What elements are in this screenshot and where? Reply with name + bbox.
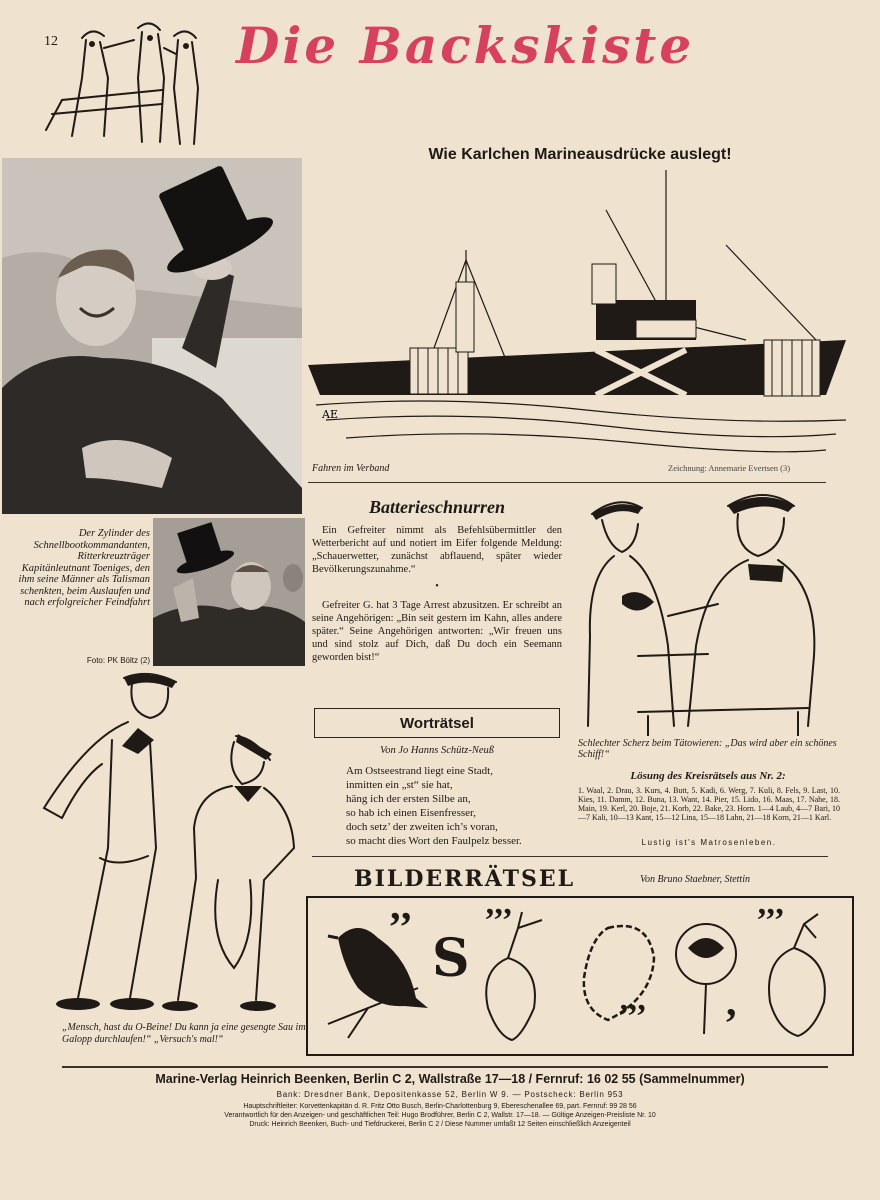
ship-convoy-drawing-icon <box>306 170 854 470</box>
separator-dot: • <box>435 581 439 592</box>
photo-caption: Der Zylinder des Schnellbootkommandanten, Ritterkreuzträger Kapitänleutnant Toeniges, den ihm seine Männer als Talisman schenkten, beim Auslaufen und nach erfolgreicher Feindfahrt <box>18 528 150 608</box>
batterie-paragraph-2: Gefreiter G. hat 3 Tage Arrest abzusitzen. Er schreibt an seine Angehörigen: „Bin seit gestern im Kahn, alles andere später.“ Seine Angehörigen antworten: „Wir freuen uns und sind stolz auf Dich, daß Du doch ein Seemann geworden bist!“ <box>312 600 562 663</box>
headline: Wie Karlchen Marineausdrücke auslegt! <box>428 146 732 163</box>
wortraetsel-author: Von Jo Hanns Schütz-Neuß <box>379 745 495 756</box>
footer-rule <box>62 1066 828 1068</box>
poem-line: Am Ostseestrand liegt eine Stadt, <box>346 765 493 777</box>
poem-line: so macht dies Wort den Faulpelz besser. <box>346 835 522 847</box>
wortraetsel-title: Worträtsel <box>314 708 560 738</box>
poem-line: inmitten ein „st“ sie hat, <box>346 779 453 791</box>
bank-line: Bank: Dresdner Bank, Depositenkasse 52, Berlin W 9. — Postscheck: Berlin 953 <box>276 1090 624 1099</box>
losung-motto: Lustig ist's Matrosenleben. <box>641 838 777 847</box>
poem-line: so hab ich einen Eisenfresser, <box>346 807 476 819</box>
photo-credit: Foto: PK Böltz (2) <box>86 656 150 665</box>
puzzle-comma: , <box>726 979 737 1025</box>
batterie-title: Batterieschnurren <box>368 497 506 517</box>
bilderraetsel-author: Von Bruno Staebner, Stettin <box>640 874 750 885</box>
puzzle-apostrophes: ’’ <box>388 905 413 951</box>
ship-caption: Fahren im Verband <box>312 463 390 474</box>
page-number: 12 <box>44 34 58 49</box>
imprint-line: Druck: Heinrich Beenken, Buch- und Tiefdruckerei, Berlin C 2 / Diese Nummer umfaßt 12 Seiten einschließlich Anzeigenteil <box>249 1121 631 1128</box>
photo-commander-top-hat <box>2 158 302 514</box>
svg-text:AE: AE <box>322 408 338 421</box>
sailors-caption: „Mensch, hast du O-Beine! Du kann ja eine gesengte Sau im Galopp durchlaufen!“ „Versuch's mal!“ <box>62 1022 306 1045</box>
bilderraetsel-title: BILDERRÄTSEL <box>354 866 576 892</box>
picture-puzzle-box <box>306 896 854 1056</box>
wortraetsel-poem <box>346 764 522 848</box>
tattoo-cartoon-icon <box>578 486 822 736</box>
imprint <box>40 1102 840 1129</box>
imprint-line: Verantwortlich für den Anzeigen- und geschäftlichen Teil: Hugo Brodführer, Berlin C 2, Wallstr. 17—18. — Gültige Anzeigen-Preisliste Nr. 10 <box>224 1112 656 1119</box>
crow-icon <box>328 928 428 1038</box>
poem-line: häng ich der ersten Silbe an, <box>346 793 471 805</box>
divider <box>312 856 828 857</box>
puzzle-apostrophes: ’’’ <box>618 998 647 1035</box>
ship-credit: Zeichnung: Annemarie Evertsen (3) <box>668 463 791 473</box>
poem-line: doch setz’ der zweiten ich’s voran, <box>346 821 498 833</box>
losung-text: 1. Waal, 2. Drau, 3. Kurs, 4. Butt, 5. Kadi, 6. Werg, 7. Kuli, 8. Fels, 9. Last, 10. Kies, 11. Damm, 12. Buna, 13. Want, 14. Pier, 15. Lido, 16. Maas, 17. Nahe, 18. Main, 19. Kerl, 20. Boje, 21. Korb, 22. Bake, 23. Horn. 1—4 Laub, 4—7 Bari, 10—7 Kali, 10—13 Kant, 15—12 Lina, 15—18 Lahn, 21—18 Korn, 21—1 Karl. <box>578 786 840 822</box>
publisher-line: Marine-Verlag Heinrich Beenken, Berlin C 2, Wallstraße 17—18 / Fernruf: 16 02 55 (Sammelnummer) <box>155 1072 745 1086</box>
masthead-title: Die Backskiste <box>236 16 695 75</box>
sailors-o-legs-cartoon-icon <box>38 668 300 1018</box>
puzzle-letter-s: S <box>432 928 470 989</box>
batterie-text <box>312 524 562 668</box>
divider <box>308 482 826 483</box>
puzzle-apostrophes: ’’’ <box>756 902 785 939</box>
photo-crew-top-hat <box>153 518 305 666</box>
tattoo-caption: Schlechter Scherz beim Tätowieren: „Das wird aber ein schönes Schiff!“ <box>578 738 837 760</box>
puzzle-apostrophes: ’’’ <box>484 902 513 939</box>
losung-title: Lösung des Kreisrätsels aus Nr. 2: <box>630 770 786 782</box>
sailors-cartoon-icon <box>42 18 212 150</box>
batterie-paragraph-1: Ein Gefreiter nimmt als Befehlsübermittler den Wetterbericht auf und notiert im Eifer folgende Meldung: „Schauerwetter, zunächst abflauend, später wieder Bevölkerungszunahme.“ <box>312 525 562 575</box>
imprint-line: Hauptschriftleiter: Korvettenkapitän d. R. Fritz Otto Busch, Berlin-Charlottenburg 9, Ebereschenallee 69, part. Fernruf: 99 28 56 <box>243 1103 637 1110</box>
